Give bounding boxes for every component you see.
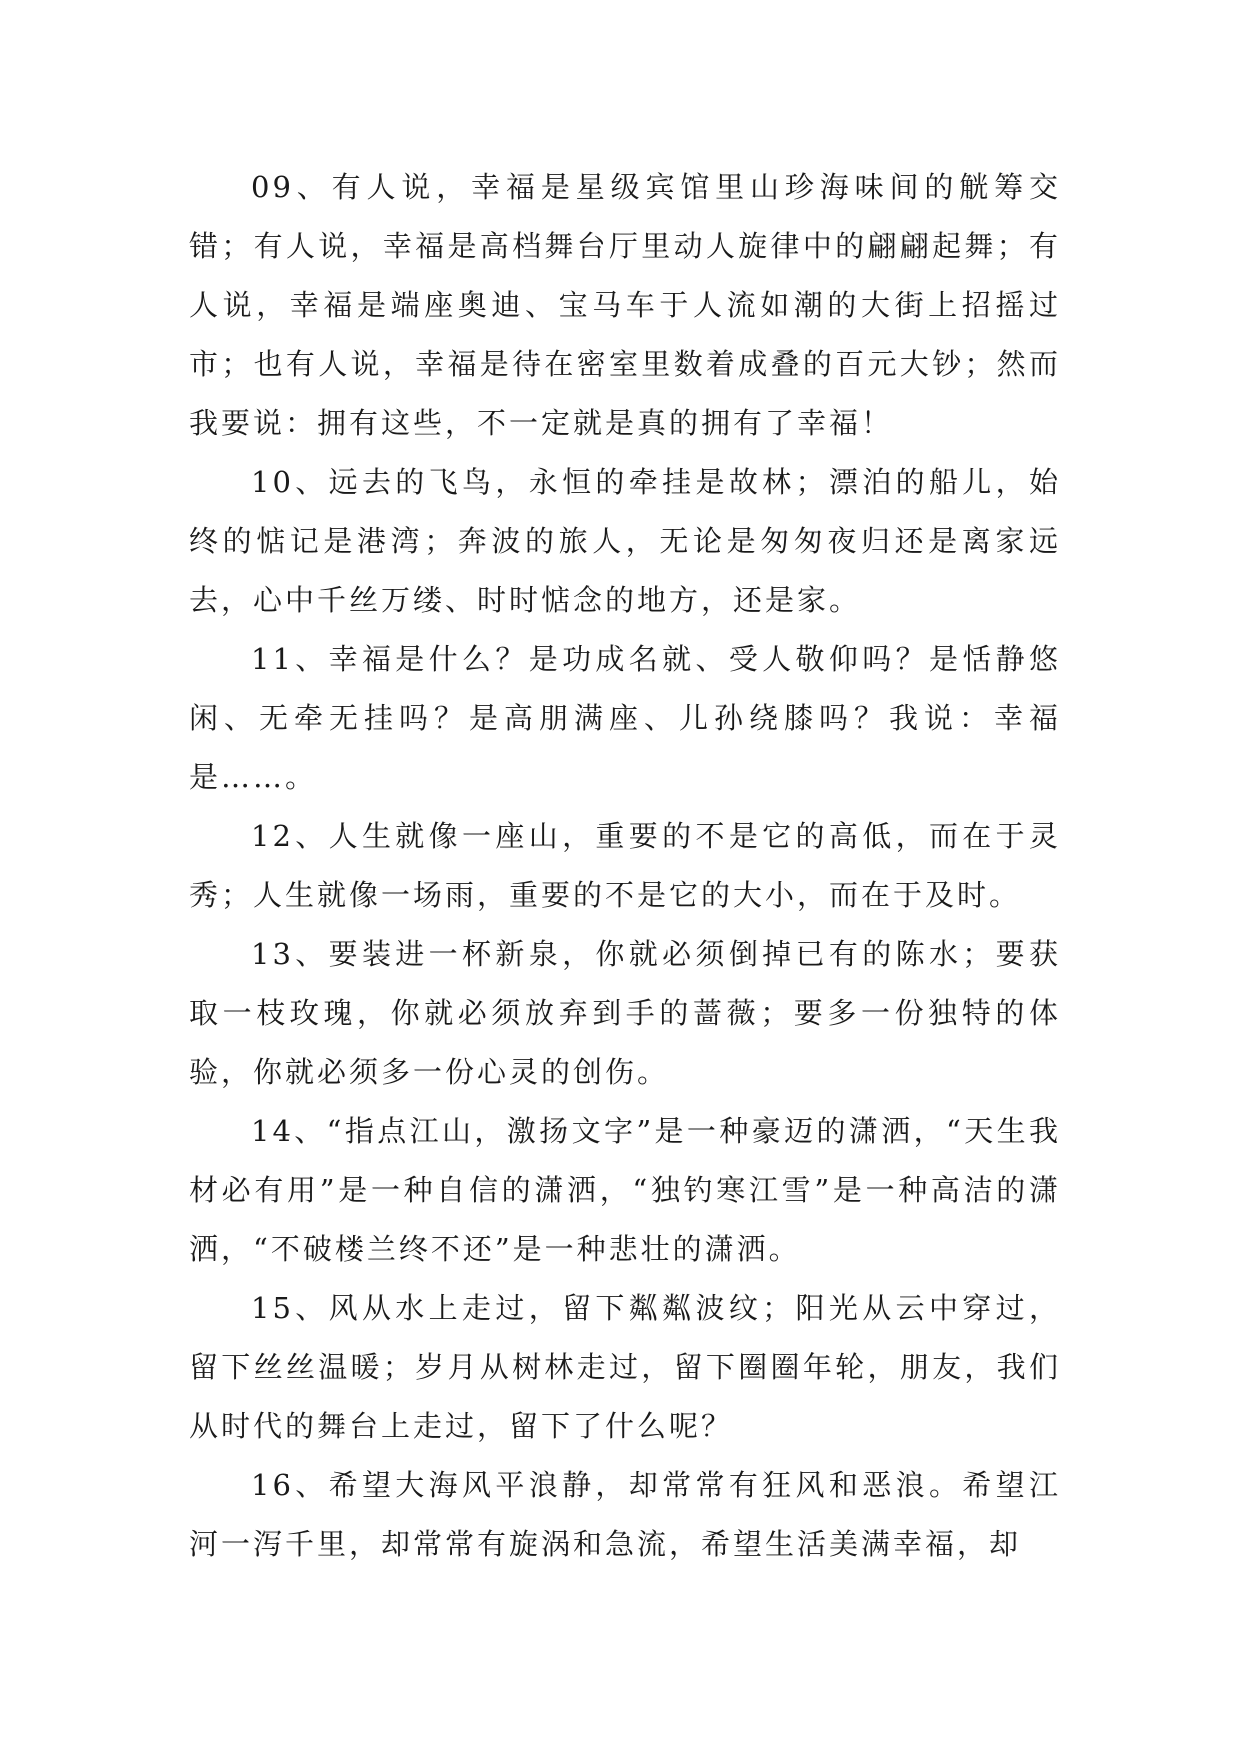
paragraph-13: 13、要装进一杯新泉，你就必须倒掉已有的陈水；要获取一枝玫瑰，你就必须放弃到手的蔷薇；要多一份独特的体验，你就必须多一份心灵的创伤。 <box>189 937 1061 1089</box>
paragraph-16: 16、希望大海风平浪静，却常常有狂风和恶浪。希望江河一泻千里，却常常有旋涡和急流，希望生活美满幸福，却 <box>189 1468 1061 1561</box>
paragraph-14: 14、“指点江山，激扬文字”是一种豪迈的潇洒，“天生我材必有用”是一种自信的潇洒，“独钓寒江雪”是一种高洁的潇洒，“不破楼兰终不还”是一种悲壮的潇洒。 <box>189 1114 1061 1266</box>
paragraph-10: 10、远去的飞鸟，永恒的牵挂是故林；漂泊的船儿，始终的惦记是港湾；奔波的旅人，无论是匆匆夜归还是离家远去，心中千丝万缕、时时惦念的地方，还是家。 <box>189 465 1061 617</box>
document-body <box>189 158 1061 1574</box>
paragraph-12: 12、人生就像一座山，重要的不是它的高低，而在于灵秀；人生就像一场雨，重要的不是它的大小，而在于及时。 <box>189 819 1061 912</box>
paragraph-15: 15、风从水上走过，留下粼粼波纹；阳光从云中穿过，留下丝丝温暖；岁月从树林走过，留下圈圈年轮，朋友，我们从时代的舞台上走过，留下了什么呢？ <box>189 1291 1061 1443</box>
paragraph-09: 09、有人说，幸福是星级宾馆里山珍海味间的觥筹交错；有人说，幸福是高档舞台厅里动人旋律中的翩翩起舞；有人说，幸福是端座奥迪、宝马车于人流如潮的大街上招摇过市；也有人说，幸福是待在密室里数着成叠的百元大钞；然而我要说：拥有这些，不一定就是真的拥有了幸福！ <box>189 170 1061 440</box>
paragraph-11: 11、幸福是什么？是功成名就、受人敬仰吗？是恬静悠闲、无牵无挂吗？是高朋满座、儿孙绕膝吗？我说：幸福是……。 <box>189 642 1061 794</box>
